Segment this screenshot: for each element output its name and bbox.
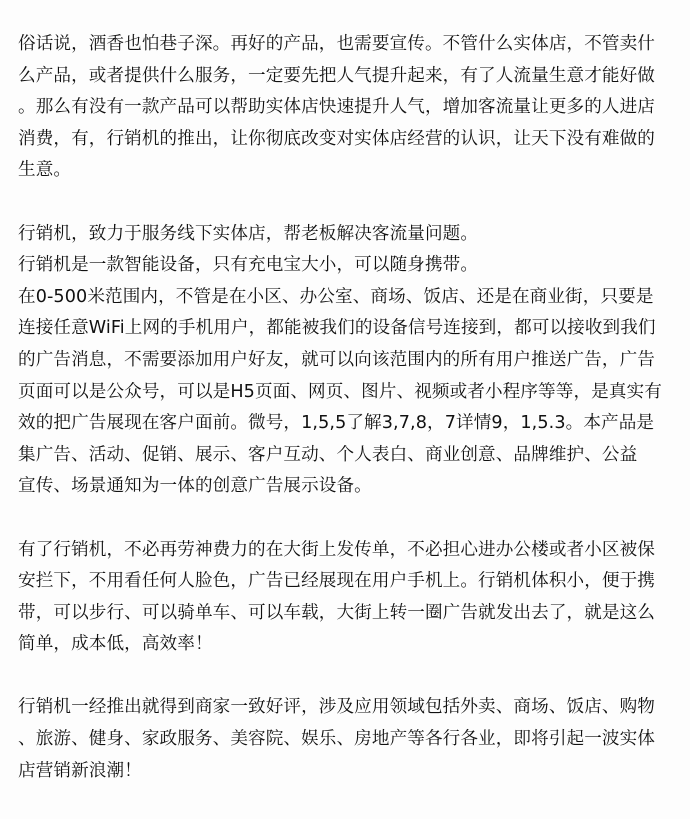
text-line: 生意。 — [18, 160, 72, 181]
text-line: 连接任意WiFi上网的手机用户，都能被我们的设备信号连接到，都可以接收到我们 — [18, 318, 656, 339]
text-line: 俗话说，酒香也怕巷子深。再好的产品，也需要宣传。不管什么实体店，不管卖什 — [18, 34, 655, 54]
text-line: 宣传、场景通知为一体的创意广告展示设备。 — [18, 476, 372, 497]
text-line: 行销机，致力于服务线下实体店，帮老板解决客流量问题。 — [18, 223, 479, 244]
text-line: 安拦下，不用看任何人脸色，广告已经展现在用户手机上。行销机体积小，便于携 — [18, 571, 655, 592]
text-line: 有了行销机，不必再劳神费力的在大街上发传单，不必担心进办公楼或者小区被保 — [18, 539, 655, 560]
text-line: 集广告、活动、促销、展示、客户互动、个人表白、商业创意、品牌维护、公益 — [18, 444, 638, 465]
text-line: 的广告消息，不需要添加用户好友，就可以向该范围内的所有用户推送广告，广告 — [18, 349, 655, 370]
paragraph-benefits — [18, 535, 678, 661]
text-line: 页面可以是公众号，可以是H5页面、网页、图片、视频或者小程序等等，是真实有 — [18, 381, 662, 402]
text-line: 带，可以步行、可以骑单车、可以车载，大街上转一圈广告就发出去了，就是这么 — [18, 602, 655, 623]
text-line: 。那么有没有一款产品可以帮助实体店快速提升人气，增加客流量让更多的人进店 — [18, 97, 655, 118]
text-line: 行销机一经推出就得到商家一致好评，涉及应用领域包括外卖、商场、饭店、购物 — [18, 697, 655, 718]
paragraph-product-description — [18, 219, 678, 503]
text-line: 行销机是一款智能设备，只有充电宝大小，可以随身携带。 — [18, 255, 479, 276]
text-line: 店营销新浪潮！ — [18, 760, 142, 781]
paragraph-intro — [18, 29, 678, 187]
article-body — [18, 29, 678, 819]
text-line: 消费，有，行销机的推出，让你彻底改变对实体店经营的认识，让天下没有难做的 — [18, 128, 655, 149]
text-line: 简单，成本低，高效率！ — [18, 634, 213, 655]
text-line: 在0-500米范围内，不管是在小区、办公室、商场、饭店、还是在商业街，只要是 — [18, 286, 654, 307]
text-line: 、旅游、健身、家政服务、美容院、娱乐、房地产等各行各业，即将引起一波实体 — [18, 729, 655, 750]
text-line: 效的把广告展现在客户面前。微号，1,5,5了解3,7,8，7详情9，1,5.3。本产品是 — [18, 413, 655, 434]
text-line: 么产品，或者提供什么服务，一定要先把人气提升起来，有了人流量生意才能好做 — [18, 65, 655, 86]
paragraph-applications — [18, 692, 678, 787]
